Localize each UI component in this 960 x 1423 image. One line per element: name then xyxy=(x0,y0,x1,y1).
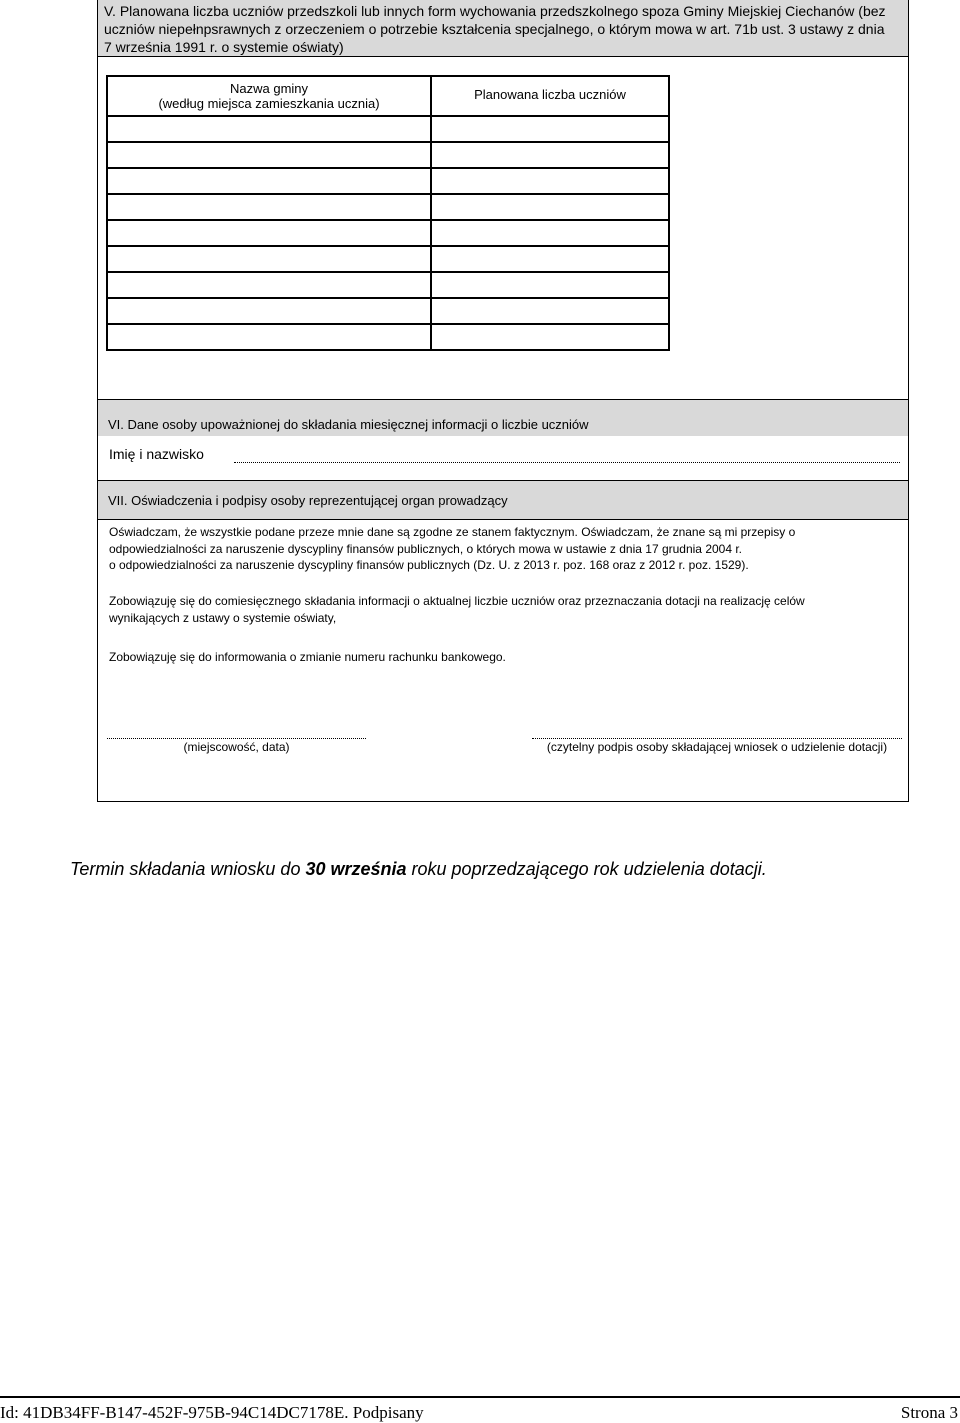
deadline-suffix: roku poprzedzającego rok udzielenia dotacji. xyxy=(406,859,767,879)
municipality-table xyxy=(106,75,670,351)
table-cell[interactable] xyxy=(431,324,669,350)
page-number: Strona 3 xyxy=(900,1403,958,1422)
col-header-planned-count: Planowana liczba uczniów xyxy=(431,76,669,116)
footer xyxy=(0,1396,960,1423)
section-vi-vii-box xyxy=(97,400,909,802)
name-label: Imię i nazwisko xyxy=(109,446,204,462)
deadline-prefix: Termin składania wniosku do xyxy=(70,859,306,879)
section-v-body xyxy=(97,57,909,400)
table-cell[interactable] xyxy=(431,168,669,194)
declaration-line: Zobowiązuję się do comiesięcznego składania informacji o aktualnej liczbie uczniów oraz przeznaczania dotacji na realizację celów xyxy=(109,594,805,608)
declaration-line: odpowiedzialności za naruszenie dyscypliny finansów publicznych, o których mowa w ustawie z dnia 17 grudnia 2004 r. xyxy=(109,541,743,556)
name-row xyxy=(98,436,908,481)
declaration-paragraph-1 xyxy=(109,524,904,574)
col-header-municipality-line2: (według miejsca zamieszkania ucznia) xyxy=(158,96,380,111)
signature-line[interactable] xyxy=(532,734,902,739)
table-cell[interactable] xyxy=(107,324,431,350)
section-v-title-line3: 7 września 1991 r. o systemie oświaty) xyxy=(104,39,344,55)
table-cell[interactable] xyxy=(107,246,431,272)
deadline-date: 30 września xyxy=(305,859,407,879)
section-vii-title: VII. Oświadczenia i podpisy osoby reprezentującej organ prowadzący xyxy=(108,492,508,508)
name-input-line[interactable] xyxy=(234,449,900,463)
table-cell[interactable] xyxy=(431,246,669,272)
table-cell[interactable] xyxy=(107,272,431,298)
section-vi-header xyxy=(98,400,908,436)
col-header-municipality-line1: Nazwa gminy xyxy=(229,81,309,96)
table-cell[interactable] xyxy=(431,116,669,142)
section-v-header xyxy=(97,0,909,57)
declaration-paragraph-3: Zobowiązuję się do informowania o zmianie numeru rachunku bankowego. xyxy=(109,650,506,664)
table-cell[interactable] xyxy=(107,194,431,220)
table-cell[interactable] xyxy=(107,142,431,168)
table-cell[interactable] xyxy=(107,220,431,246)
col-header-municipality xyxy=(107,76,431,116)
section-vi-title: VI. Dane osoby upoważnionej do składania miesięcznej informacji o liczbie uczniów xyxy=(108,417,589,432)
place-date-label: (miejscowość, data) xyxy=(183,740,290,754)
declaration-paragraph-2 xyxy=(109,593,904,626)
section-v-title-line2: uczniów niepełnpsrawnych z orzeczeniem o potrzebie kształcenia specjalnego, o którym mowa w art. 71b ust. 3 ustawy z dnia xyxy=(104,21,885,37)
place-date-line[interactable] xyxy=(107,734,366,739)
table-cell[interactable] xyxy=(107,168,431,194)
table-cell[interactable] xyxy=(431,298,669,324)
signature-label: (czytelny podpis osoby składającej wniosek o udzielenie dotacji) xyxy=(546,740,888,754)
section-vii-header xyxy=(98,480,908,520)
table-cell[interactable] xyxy=(431,194,669,220)
deadline-note xyxy=(70,859,767,880)
table-cell[interactable] xyxy=(107,298,431,324)
table-cell[interactable] xyxy=(107,116,431,142)
table-cell[interactable] xyxy=(431,142,669,168)
declaration-line: o odpowiedzialności za naruszenie dyscypliny finansów publicznych (Dz. U. z 2013 r. poz. 168 oraz z 2012 r. poz. 1529). xyxy=(109,558,749,572)
declaration-line: Oświadczam, że wszystkie podane przeze mnie dane są zgodne ze stanem faktycznym. Oświadczam, że znane są mi przepisy o xyxy=(109,525,796,539)
section-v-title-line1: V. Planowana liczba uczniów przedszkoli lub innych form wychowania przedszkolnego spoza Gminy Miejskiej Ciechanów (bez xyxy=(104,3,886,19)
table-cell[interactable] xyxy=(431,272,669,298)
table-cell[interactable] xyxy=(431,220,669,246)
declaration-line: wynikających z ustawy o systemie oświaty, xyxy=(109,610,337,625)
document-id: Id: 41DB34FF-B147-452F-975B-94C14DC7178E. Podpisany xyxy=(0,1403,424,1422)
